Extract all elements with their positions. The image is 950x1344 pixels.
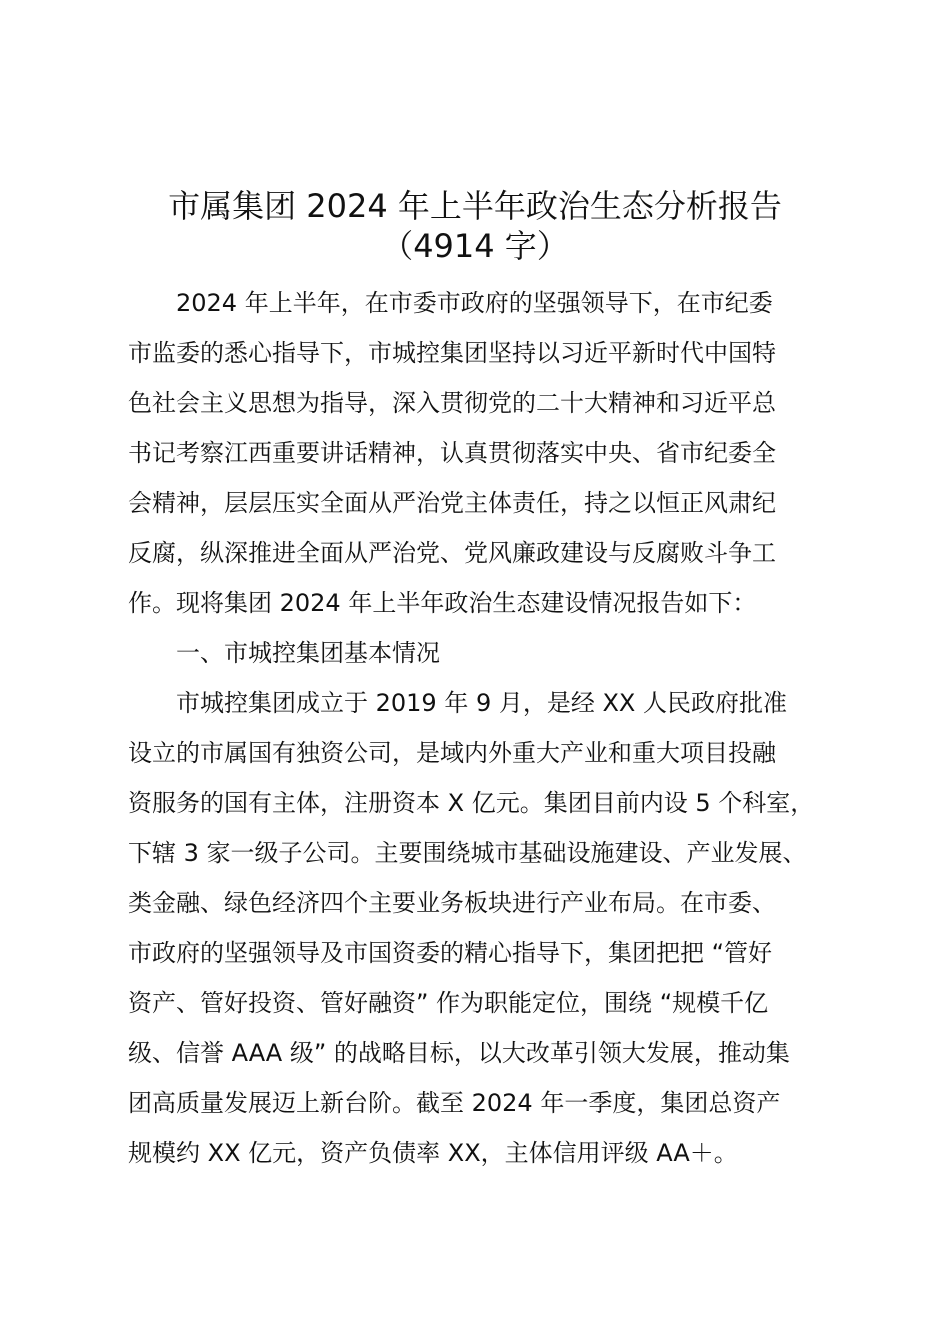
document-title: 市属集团 2024 年上半年政治生态分析报告 — [168, 187, 782, 225]
body-line: 资产、管好投资、管好融资” 作为职能定位，围绕 “规模千亿 — [128, 989, 769, 1017]
body-line: 类金融、绿色经济四个主要业务板块进行产业布局。在市委、 — [128, 889, 776, 917]
body-line: 市监委的悉心指导下，市城控集团坚持以习近平新时代中国特 — [128, 339, 776, 367]
body-line: 市城控集团成立于 2019 年 9 月，是经 XX 人民政府批准 — [176, 689, 788, 717]
body-line: 色社会主义思想为指导，深入贯彻党的二十大精神和习近平总 — [128, 389, 776, 417]
body-line: 2024 年上半年，在市委市政府的坚强领导下，在市纪委 — [176, 289, 773, 317]
document-subtitle-word-count: （4914 字） — [381, 227, 569, 265]
body-line: 反腐，纵深推进全面从严治党、党风廉政建设与反腐败斗争工 — [128, 539, 776, 567]
body-line: 设立的市属国有独资公司，是域内外重大产业和重大项目投融 — [128, 739, 776, 767]
body-line: 规模约 XX 亿元，资产负债率 XX，主体信用评级 AA＋。 — [128, 1139, 738, 1167]
body-line: 书记考察江西重要讲话精神，认真贯彻落实中央、省市纪委全 — [128, 439, 776, 467]
body-line: 作。现将集团 2024 年上半年政治生态建设情况报告如下： — [128, 589, 757, 617]
body-line: 团高质量发展迈上新台阶。截至 2024 年一季度，集团总资产 — [128, 1089, 781, 1117]
body-line: 资服务的国有主体，注册资本 X 亿元。集团目前内设 5 个科室， — [128, 789, 815, 817]
section-heading: 一、市城控集团基本情况 — [176, 639, 440, 667]
body-line: 级、信誉 AAA 级” 的战略目标，以大改革引领大发展，推动集 — [128, 1039, 790, 1067]
body-line: 会精神，层层压实全面从严治党主体责任，持之以恒正风肃纪 — [128, 489, 776, 517]
body-line: 下辖 3 家一级子公司。主要围绕城市基础设施建设、产业发展、 — [128, 839, 807, 867]
body-line: 市政府的坚强领导及市国资委的精心指导下，集团把把 “管好 — [128, 939, 773, 967]
